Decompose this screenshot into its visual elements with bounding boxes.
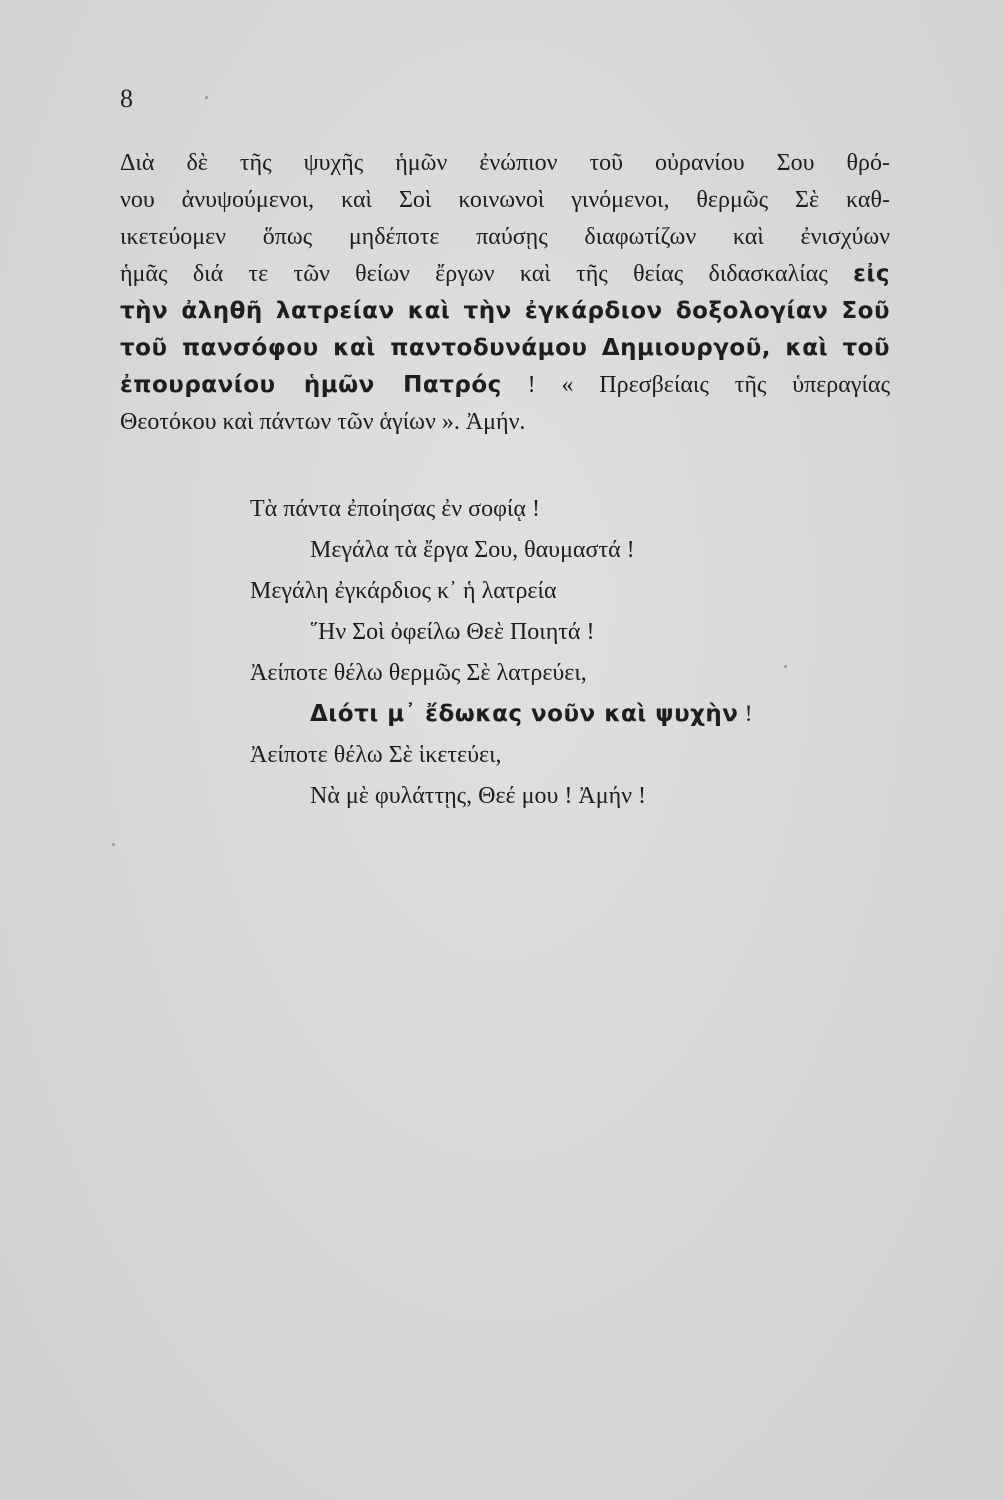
body-text: Θεοτόκου καὶ πάντων τῶν ἁγίων ». Ἀμήν. — [120, 409, 526, 435]
verse-text: Μεγάλη ἐγκάρδιος κ᾽ ἡ λατρεία — [250, 578, 557, 604]
body-text: ! « Πρεσβείαις τῆς ὑπεραγίας — [501, 372, 890, 398]
paper-speck — [784, 665, 787, 668]
verse-line — [250, 490, 540, 528]
prayer-paragraph — [120, 145, 890, 441]
body-text: ικετεύομεν ὅπως μηδέποτε παύσῃς διαφωτίζων καὶ ἐνισχύων — [120, 224, 890, 250]
verse-line — [250, 654, 587, 692]
paragraph-line — [120, 330, 890, 367]
verse-line — [250, 572, 557, 610]
body-text: Διὰ δὲ τῆς ψυχῆς ἡμῶν ἐνώπιον τοῦ οὐρανίου Σου θρό- — [120, 150, 890, 176]
paper-speck — [205, 96, 208, 99]
page-number: 8 — [120, 84, 133, 113]
bold-text: ἐπουρανίου ἡμῶν Πατρός — [120, 372, 502, 398]
paragraph-line — [120, 145, 890, 182]
verse-text: Ἀείποτε θέλω Σὲ ἱκετεύει, — [250, 742, 502, 768]
verse-line — [310, 531, 635, 569]
paragraph-line — [120, 182, 890, 219]
bold-text: τὴν ἀληθῆ λατρείαν καὶ τὴν ἐγκάρδιον δοξολογίαν Σοῦ — [120, 298, 890, 324]
verse-text: Μεγάλα τὰ ἔργα Σου, θαυμαστά ! — [310, 537, 635, 563]
verse-line — [310, 695, 753, 733]
body-text: ἡμᾶς διά τε τῶν θείων ἔργων καὶ τῆς θείας διδασκαλίας — [120, 261, 854, 287]
verse-text: Διότι μ᾽ ἔδωκας νοῦν καὶ ψυχὴν — [310, 701, 739, 727]
paragraph-line — [120, 256, 890, 293]
body-text: νου ἀνυψούμενοι, καὶ Σοὶ κοινωνοὶ γινόμενοι, θερμῶς Σὲ καθ- — [120, 187, 890, 213]
paragraph-line — [120, 367, 890, 404]
verse-punctuation: ! — [738, 701, 753, 726]
paragraph-line — [120, 293, 890, 330]
verse-line — [250, 736, 502, 774]
verse-text: Νὰ μὲ φυλάττῃς, Θεέ μου ! Ἀμήν ! — [310, 783, 646, 809]
bold-text: εἰς — [853, 261, 890, 287]
verse-line — [310, 613, 594, 651]
verse-text: Ἀείποτε θέλω θερμῶς Σὲ λατρεύει, — [250, 660, 587, 686]
paragraph-line — [120, 404, 890, 441]
verse-line — [310, 777, 646, 815]
paper-speck — [112, 843, 115, 846]
verse-text: ῞Ην Σοὶ ὀφείλω Θεὲ Ποιητά ! — [310, 619, 595, 645]
verse-text: Τὰ πάντα ἐποίησας ἐν σοφίᾳ ! — [250, 496, 540, 522]
bold-text: τοῦ πανσόφου καὶ παντοδυνάμου Δημιουργοῦ, καὶ τοῦ — [120, 335, 890, 361]
paragraph-line — [120, 219, 890, 256]
